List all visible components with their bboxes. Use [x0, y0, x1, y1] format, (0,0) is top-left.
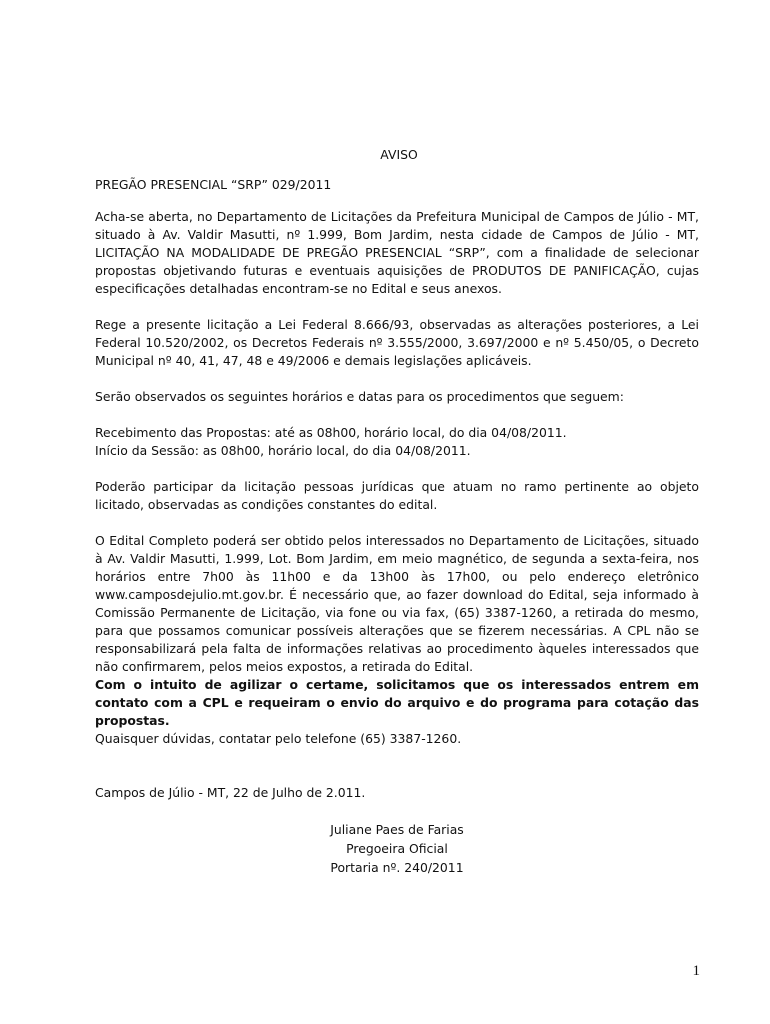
- signature-name: Juliane Paes de Farias: [330, 822, 464, 837]
- schedule-intro: Serão observados os seguintes horários e datas para os procedimentos que seguem:: [95, 389, 624, 404]
- date-line: Campos de Júlio - MT, 22 de Julho de 2.011.: [95, 785, 366, 800]
- page-number: 1: [692, 963, 700, 979]
- signature-block: [95, 820, 699, 877]
- spacer: [95, 766, 699, 784]
- bold-notice-paragraph: Com o intuito de agilizar o certame, solicitamos que os interessados entrem em contato com a CPL e requeiram o envio do arquivo e do programa para cotação das propostas.: [95, 677, 699, 728]
- document-subtitle: PREGÃO PRESENCIAL “SRP” 029/2011: [95, 177, 332, 192]
- schedule-session: Início da Sessão: as 08h00, horário local, do dia 04/08/2011.: [95, 443, 471, 458]
- document-title: AVISO: [380, 147, 418, 162]
- signature-role: Pregoeira Oficial: [346, 841, 448, 856]
- edital-info-paragraph: O Edital Completo poderá ser obtido pelos interessados no Departamento de Licitações, situado à Av. Valdir Masutti, 1.999, Lot. Bom Jardim, em meio magnético, de segunda a sexta-feira, nos horários entre 7h00 às 11h00 e da 13h00 às 17h00, ou pelo endereço eletrônico www.camposdejulio.mt.gov.br. É necessário que, ao fazer download do Edital, seja informado à Comissão Permanente de Licitação, via fone ou via fax, (65) 3387-1260, a retirada do mesmo, para que possamos comunicar possíveis alterações que se fizerem necessárias. A CPL não se responsabilizará pela falta de informações relativas ao procedimento àqueles interessados que não confirmarem, pelos meios expostos, a retirada do Edital.: [95, 533, 699, 674]
- schedule-proposals: Recebimento das Propostas: até as 08h00, horário local, do dia 04/08/2011.: [95, 425, 567, 440]
- opening-paragraph: Acha-se aberta, no Departamento de Licitações da Prefeitura Municipal de Campos de Júlio - MT, situado à Av. Valdir Masutti, nº 1.999, Bom Jardim, nesta cidade de Campos de Júlio - MT, LICITAÇÃO NA MODALIDADE DE PREGÃO PRESENCIAL “SRP”, com a finalidade de selecionar propostas objetivando futuras e eventuais aquisições de PRODUTOS DE PANIFICAÇÃO, cujas especificações detalhadas encontram-se no Edital e seus anexos.: [95, 209, 699, 296]
- legal-paragraph: Rege a presente licitação a Lei Federal 8.666/93, observadas as alterações posteriores, a Lei Federal 10.520/2002, os Decretos Federais nº 3.555/2000, 3.697/2000 e nº 5.450/05, o Decreto Municipal nº 40, 41, 47, 48 e 49/2006 e demais legislações aplicáveis.: [95, 317, 699, 368]
- contact-line: Quaisquer dúvidas, contatar pelo telefone (65) 3387-1260.: [95, 731, 462, 746]
- participation-paragraph: Poderão participar da licitação pessoas jurídicas que atuam no ramo pertinente ao objeto licitado, observadas as condições constantes do edital.: [95, 479, 699, 512]
- document-content: [95, 146, 699, 877]
- signature-portaria: Portaria nº. 240/2011: [330, 860, 464, 875]
